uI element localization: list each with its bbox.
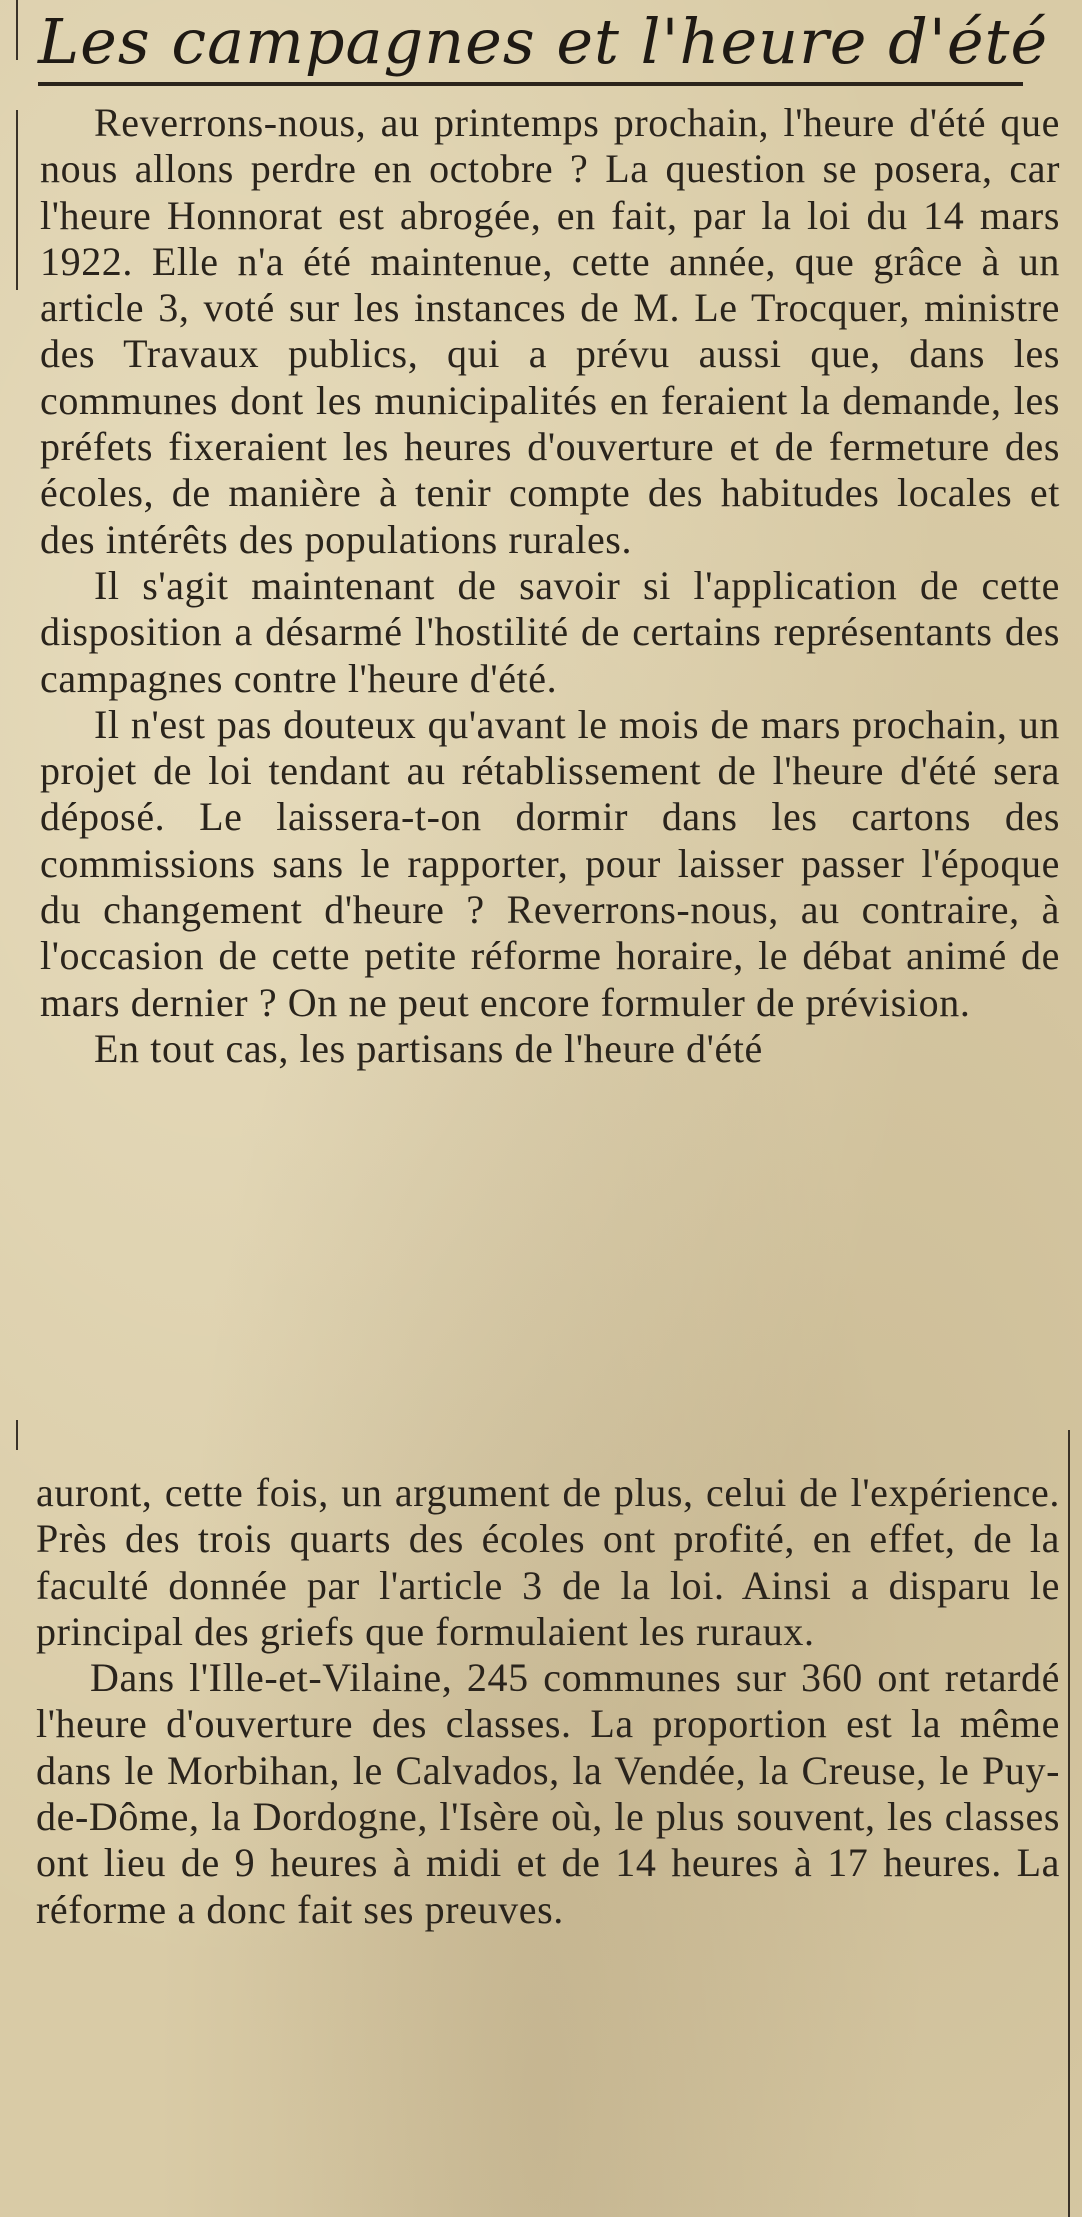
article-title: Les campagnes et l'heure d'été: [38, 5, 1049, 78]
article-body-bottom: [36, 1470, 1060, 1933]
column-border-right: [1068, 1430, 1070, 2217]
paragraph-4: En tout cas, les partisans de l'heure d'été: [94, 1025, 763, 1071]
paragraph-6: Dans l'Ille-et-Vilaine, 245 communes sur 360 ont retardé l'heure d'ouverture des classes. La proportion est la même dans le Morbihan, le Calvados, la Vendée, la Creuse, le Puy-de-Dôme, la Dordogne, l'Isère où, le plus souvent, les classes ont lieu de 9 heures à midi et de 14 heures à 17 heures. La réforme a donc fait ses preuves.: [36, 1655, 1060, 1932]
paragraph-2: Il s'agit maintenant de savoir si l'application de cette disposition a désarmé l'hostilité de certains représentants des campagnes contre l'heure d'été.: [40, 562, 1060, 701]
title-underline: [38, 82, 1023, 86]
paragraph-1: Reverrons-nous, au printemps prochain, l'heure d'été que nous allons perdre en octobre ? La question se posera, car l'heure Honnorat est abrogée, en fait, par la loi du 14 mars 1922. Elle n'a été maintenue, cette année, que grâce à un article 3, voté sur les instances de M. Le Trocquer, ministre des Travaux publics, qui a prévu aussi que, dans les communes dont les municipalités en feraient la demande, les préfets fixeraient les heures d'ouverture et de fermeture des écoles, de manière à tenir compte des habitudes locales et des intérêts des populations rurales.: [40, 100, 1060, 562]
paragraph-5: auront, cette fois, un argument de plus, celui de l'expérience. Près des trois quarts des écoles ont profité, en effet, de la faculté donnée par l'article 3 de la loi. Ainsi a disparu le principal des griefs que formulaient les ruraux.: [36, 1470, 1060, 1654]
top-left-edge: [16, 0, 18, 60]
left-column-rule-lower: [16, 1420, 18, 1450]
paragraph-3: Il n'est pas douteux qu'avant le mois de mars prochain, un projet de loi tendant au rétablissement de l'heure d'été sera déposé. Le laissera-t-on dormir dans les cartons des commissions sans le rapporter, pour laisser passer l'époque du changement d'heure ? Reverrons-nous, au contraire, à l'occasion de cette petite réforme horaire, le débat animé de mars dernier ? On ne peut encore formuler de prévision.: [40, 701, 1060, 1025]
left-column-rule: [16, 110, 18, 290]
article-body-top: [40, 100, 1060, 1072]
